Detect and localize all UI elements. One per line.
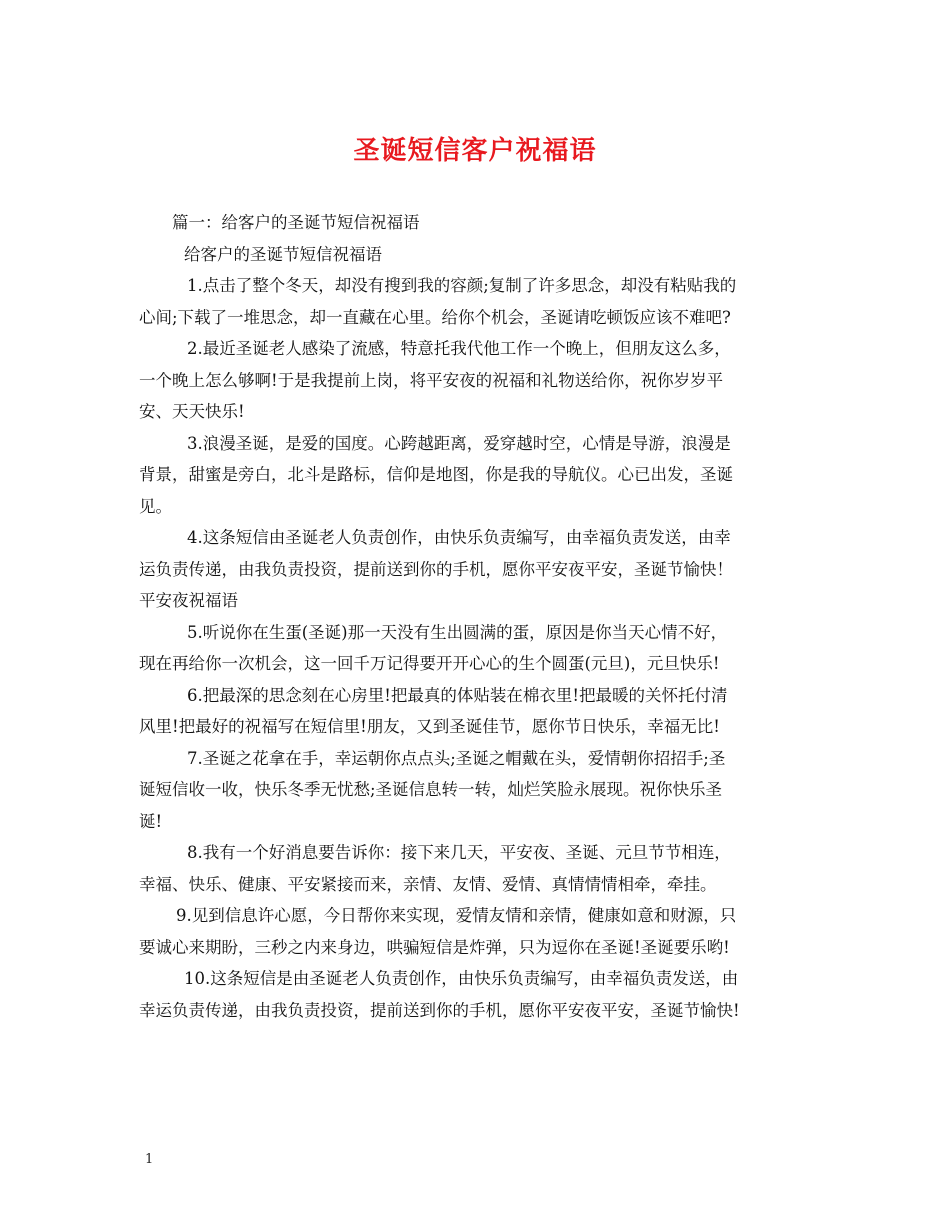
paragraph-line: 见。 — [139, 496, 172, 516]
page-number: 1 — [145, 1152, 154, 1167]
paragraph-line: 2.最近圣诞老人感染了流感，特意托我代他工作一个晚上，但朋友这么多， — [187, 339, 731, 358]
paragraph-line: 诞! — [139, 811, 163, 831]
paragraph-line: 8.我有一个好消息要告诉你：接下来几天，平安夜、圣诞、元旦节节相连， — [187, 843, 731, 862]
paragraph-line: 9.见到信息许心愿，今日帮你来实现，爱情友情和亲情，健康如意和财源，只 — [176, 906, 737, 925]
section-heading: 篇一：给客户的圣诞节短信祝福语 — [172, 213, 420, 232]
paragraph-line: 要诚心来期盼，三秒之内来身边，哄骗短信是炸弹，只为逗你在圣诞!圣诞要乐哟! — [139, 937, 730, 957]
paragraph-line: 幸运负责传递，由我负责投资，提前送到你的手机，愿你平安夜平安，圣诞节愉快! — [139, 1000, 740, 1020]
paragraph-line: 安、天天快乐! — [139, 402, 245, 421]
paragraph-line: 10.这条短信是由圣诞老人负责创作，由快乐负责编写，由幸福负责发送，由 — [184, 969, 739, 988]
paragraph-line: 一个晚上怎么够啊!于是我提前上岗，将平安夜的祝福和礼物送给你，祝你岁岁平 — [139, 370, 724, 390]
paragraph-line: 1.点击了整个冬天，却没有搜到我的容颜;复制了许多思念，却没有粘贴我的 — [187, 276, 737, 295]
paragraph-line: 幸福、快乐、健康、平安紧接而来，亲情、友情、爱情、真情情情相牵，牵挂。 — [139, 874, 717, 894]
paragraph-line: 5.听说你在生蛋(圣诞)那一天没有生出圆满的蛋，原因是你当天心情不好， — [187, 622, 728, 642]
paragraph-line: 4.这条短信由圣诞老人负责创作，由快乐负责编写，由幸福负责发送，由幸 — [187, 528, 731, 547]
paragraph-line: 心间;下载了一堆思念，却一直藏在心里。给你个机会，圣诞请吃顿饭应该不难吧? — [139, 307, 731, 327]
subsection-heading: 给客户的圣诞节短信祝福语 — [184, 244, 382, 264]
document-title: 圣诞短信客户祝福语 — [353, 136, 597, 166]
paragraph-line: 平安夜祝福语 — [139, 591, 238, 610]
paragraph-line: 3.浪漫圣诞，是爱的国度。心跨越距离，爱穿越时空，心情是导游，浪漫是 — [187, 433, 731, 453]
document-body — [139, 207, 815, 1026]
paragraph-line: 背景，甜蜜是旁白，北斗是路标，信仰是地图，你是我的导航仪。心已出发，圣诞 — [139, 465, 733, 484]
paragraph-line: 6.把最深的思念刻在心房里!把最真的体贴装在棉衣里!把最暖的关怀托付清 — [187, 685, 728, 705]
paragraph-line: 7.圣诞之花拿在手，幸运朝你点点头;圣诞之帽戴在头，爱情朝你招招手;圣 — [187, 748, 726, 768]
paragraph-line: 运负责传递，由我负责投资，提前送到你的手机，愿你平安夜平安，圣诞节愉快！ — [139, 559, 733, 579]
paragraph-line: 风里!把最好的祝福写在短信里!朋友，又到圣诞佳节，愿你节日快乐，幸福无比! — [139, 717, 720, 736]
paragraph-line: 诞短信收一收，快乐冬季无忧愁;圣诞信息转一转，灿烂笑脸永展现。祝你快乐圣 — [139, 780, 723, 799]
paragraph-line: 现在再给你一次机会，这一回千万记得要开开心心的生个圆蛋(元旦)，元旦快乐! — [139, 654, 720, 673]
